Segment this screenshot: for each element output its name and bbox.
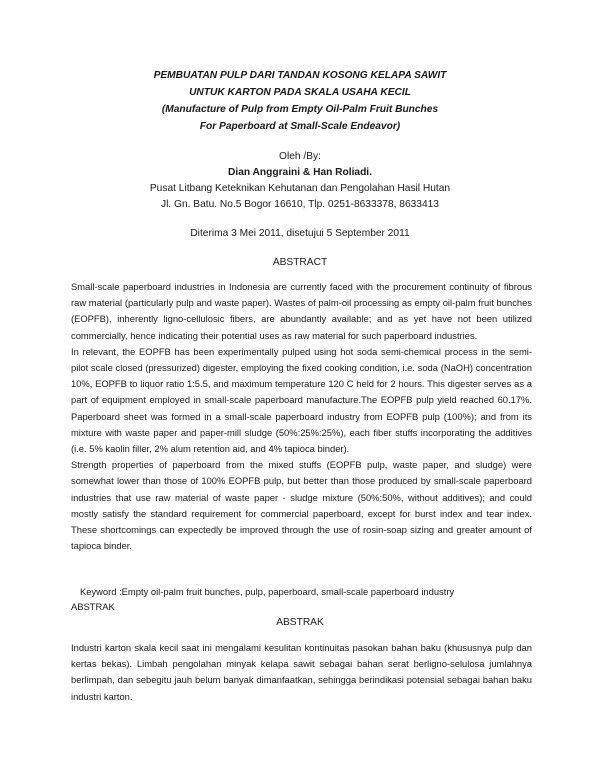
author-names: Dian Anggraini & Han Roliadi. <box>228 167 372 178</box>
abstract-body <box>71 279 532 554</box>
abstract-heading: ABSTRACT <box>272 257 328 268</box>
abstrak-paragraph: Industri karton skala kecil saat ini mengalami kesulitan kontinuitas pasokan bahan baku (khususnya pulp dan kertas bekas). Limbah pengolahan minyak kelapa sawit sebagai bahan serat berligno-selulosa jumlahnya berlimpah, dan sebegitu jauh belum banyak dimanfaatkan, sehingga berindikasi potensial sebagai bahan baku industri karton. <box>71 642 532 702</box>
abstrak-body <box>71 640 532 705</box>
abstract-paragraph-3: Strength properties of paperboard from the mixed stuffs (EOPFB pulp, waste paper, and sludge) were somewhat lower than those of 100% EOPFB pulp, but better than those produced by small-scale paperboard industries that use raw material of waste paper - sludge mixture (50%:50%, without additives); and could mostly satisfy the standard requirement for commercial paperboard, except for burst index and tear index. These shortcomings can expectedly be improved through the use of rosin-soap sizing and greater amount of tapioca binder. <box>71 459 532 552</box>
received-accepted-dates: Diterima 3 Mei 2011, disetujui 5 September 2011 <box>190 228 410 239</box>
title-english-line-1: (Manufacture of Pulp from Empty Oil-Palm Fruit Bunches <box>161 104 439 115</box>
author-affiliation: Pusat Litbang Keteknikan Kehutanan dan Pengolahan Hasil Hutan <box>149 183 451 194</box>
title-indonesian-line-2: UNTUK KARTON PADA SKALA USAHA KECIL <box>189 87 411 98</box>
abstrak-label: ABSTRAK <box>71 601 115 612</box>
author-address: Jl. Gn. Batu. No.5 Bogor 16610, Tlp. 0251-8633378, 8633413 <box>161 199 439 210</box>
abstract-paragraph-1: Small-scale paperboard industries in Indonesia are currently faced with the procurement continuity of fibrous raw material (particularly pulp and waste paper). Wastes of palm-oil processing as empty oil-palm fruit bunches (EOPFB), inherently ligno-cellulosic fibers, are abundantly available; and as yet have not been utilized commercially, hence indicating their potential uses as raw material for such paperboard industries. <box>71 281 532 341</box>
by-label: Oleh /By: <box>279 151 321 162</box>
abstract-paragraph-2: In relevant, the EOPFB has been experimentally pulped using hot soda semi-chemical process in the semi-pilot scale closed (pressurized) digester, employing the fixed cooking condition, i.e. soda (NaOH) concentration 10%, EOPFB to liquor ratio 1:5.5, and maximum temperature 120 C held for 2 hours. This digester serves as a part of equipment employed in small-scale paperboard manufacture.The EOPFB pulp yield reached 60.17%. Paperboard sheet was formed in a small-scale paperboard industry from EOPFB pulp (100%); and from its mixture with waste paper and paper-mill sludge (50%:25%:25%), each fiber stuffs incorporating the additives (i.e. 5% kaolin filler, 2% alum retention aid, and 4% tapioca binder). <box>71 345 532 455</box>
title-indonesian-line-1: PEMBUATAN PULP DARI TANDAN KOSONG KELAPA SAWIT <box>153 70 447 81</box>
keywords: Keyword :Empty oil-palm fruit bunches, pulp, paperboard, small-scale paperboard industry <box>80 586 455 597</box>
abstrak-heading: ABSTRAK <box>276 617 324 628</box>
title-english-line-2: For Paperboard at Small-Scale Endeavor) <box>199 121 401 132</box>
